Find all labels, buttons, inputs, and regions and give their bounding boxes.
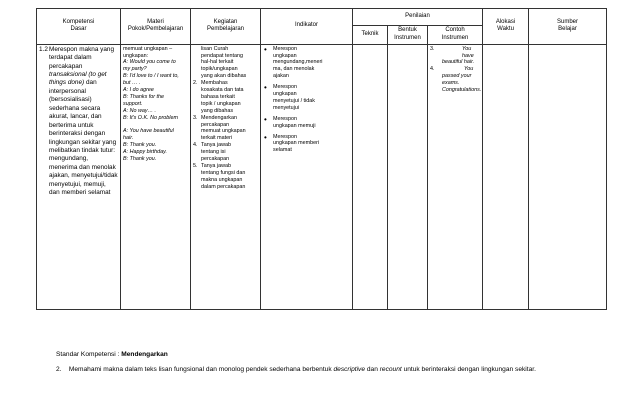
kegiatan-cell <box>191 44 261 309</box>
header-contoh-instrumen: Contoh Instrumen <box>428 26 483 45</box>
kd-cell <box>37 44 121 309</box>
alokasi-waktu-cell <box>483 44 529 309</box>
kd2-number: 2. <box>56 366 62 373</box>
sumber-belajar-cell <box>529 44 607 309</box>
syllabus-table <box>36 8 607 310</box>
indikator-item-3: • Merespon ungkapan memuji <box>263 116 350 130</box>
bentuk-instrumen-cell <box>388 44 428 309</box>
kegiatan-item-3: 3. Mendengarkan percakapan memuat ungkapan terkait materi <box>193 114 246 142</box>
kd2-italic-recount: recount <box>379 366 402 373</box>
header-alokasi-waktu: Alokasi Waktu <box>483 9 529 45</box>
sk-label: Standar Kompetensi : <box>56 351 120 358</box>
indikator-item-1: • Merespon ungkapan mengundang,meneri ma, dan menolak ajakan <box>263 46 350 81</box>
teknik-cell <box>353 44 388 309</box>
header-teknik: Teknik <box>353 26 388 45</box>
sk-value: Mendengarkan <box>121 351 168 358</box>
contoh-instrumen-cell <box>428 44 483 309</box>
kd2-italic-descriptive: descriptive <box>333 366 366 373</box>
kompetensi-dasar-line: 2. Memahami makna dalam teks lisan fungsional dan monolog pendek sederhana berbentuk descriptive dan recount untuk berinteraksi dengan lingkungan sekitar. <box>56 366 536 373</box>
header-materi: Materi Pokok/Pembelajaran <box>121 9 191 45</box>
indikator-item-4: • Merespon ungkapan memberi selamat <box>263 134 350 155</box>
materi-cell: memuat ungkapan – ungkapan: A: Would you come to my party? B: I'd love to / I want to, but … . A: I do agree B: Thanks for the support. A: No way… . B: It's O.K. No problem A: You have beautiful hair. B: Thank you. A: Happy birthday. B: Thank you. <box>121 44 191 309</box>
header-indikator: Indikator <box>261 9 353 45</box>
kegiatan-item-5: 5. Tanya jawab tentang fungsi dan makna ungkapan dalam percakapan <box>193 163 246 190</box>
kd-text: Merespon makna yang terdapat dalam percakapan transaksional (to get things done) dan interpersonal (bersosialisasi) sederhana secara akurat, lancar, dan berterima untuk berinteraksi dengan lingkungan sekitar yang melibatkan tindak tutur: mengundang, menerima dan menolak ajakan, menyetujui/tidak menyetujui, memuji, dan memberi selamat <box>49 45 118 197</box>
kd-number: 1.2 <box>39 45 48 53</box>
kegiatan-item-4: 4. Tanya jawab tentang isi percakapan <box>193 142 231 163</box>
standar-kompetensi-line <box>56 351 168 358</box>
indikator-cell <box>261 44 353 309</box>
kd2-text: Memahami makna dalam teks lisan fungsional dan monolog pendek sederhana berbentuk <box>68 366 332 373</box>
header-kompetensi-dasar: Kompetensi Dasar <box>37 9 121 45</box>
header-kegiatan: Kegiatan Pembelajaran <box>191 9 261 45</box>
contoh-item-3: 3. You have beautiful hair. <box>430 45 475 66</box>
header-penilaian: Penilaian <box>353 9 483 26</box>
contoh-item-4: 4. You passed your exams. Congratulations. <box>430 66 482 94</box>
header-sumber-belajar: Sumber Belajar <box>529 9 607 45</box>
kegiatan-item-2: 2. Membahas kosakata dan tata bahasa terkait topik / ungkapan yang dibahas <box>193 80 244 114</box>
header-bentuk-instrumen: Bentuk Instrumen <box>388 26 428 45</box>
kegiatan-item-1: lisan Curah pendapat tentang hal-hal terkait topik/ungkapan yang akan dibahas <box>201 45 247 80</box>
indikator-item-2: • Merespon ungkapan menyetujui / tidak menyetujui <box>263 84 350 112</box>
